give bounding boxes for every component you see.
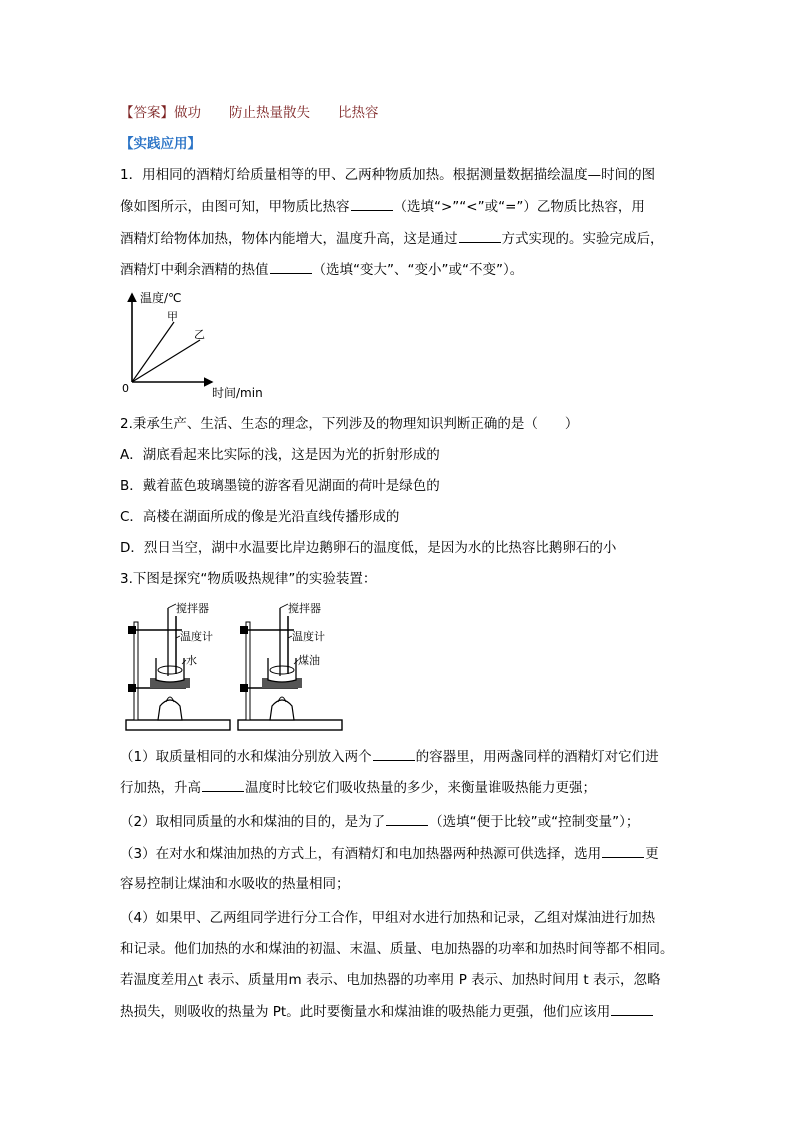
q3-part1-line1: （1）取质量相同的水和煤油分别放入两个 的容器里，用两盏同样的酒精灯对它们进 (120, 746, 659, 767)
q3-part4-line1: （4）如果甲、乙两组同学进行分工合作，甲组对水进行加热和记录，乙组对煤油进行加热 (120, 910, 656, 926)
q3-blank-4[interactable] (602, 843, 644, 858)
q3-blank-5[interactable] (611, 1001, 653, 1016)
answer-3: 比热容 (338, 105, 379, 121)
apparatus-kerosene (232, 598, 357, 734)
q3-part4-line3: 若温度差用△t 表示、质量用m 表示、电加热器的功率用 P 表示、加热时间用 t 表示，忽略 (120, 972, 661, 988)
q1-line-2: 像如图所示，由图可知，甲物质比热容 （选填“>”“<”或“=”）乙物质比热容，用 (120, 196, 645, 217)
q2-option-b: B．戴着蓝色玻璃墨镜的游客看见湖面的荷叶是绿色的 (120, 478, 440, 494)
q3-part4-line2: 和记录。他们加热的水和煤油的初温、末温、质量、电加热器的功率和加热时间等都不相同。 (120, 941, 674, 957)
q2-stem: 2.秉承生产、生活、生态的理念，下列涉及的物理知识判断正确的是（ ） (120, 416, 579, 432)
answer-1: 做功 (174, 105, 201, 121)
line-yi-label: 乙 (194, 328, 205, 341)
line-yi (132, 340, 200, 382)
section-heading: 【实践应用】 (120, 136, 201, 152)
origin-label: 0 (122, 382, 129, 395)
q2-option-d: D．烈日当空，湖中水温要比岸边鹅卵石的温度低，是因为水的比热容比鹅卵石的小 (120, 540, 617, 556)
q3-part2: （2）取相同质量的水和煤油的目的，是为了 （选填“便于比较”或“控制变量”）； (120, 811, 639, 832)
q2-option-a: A．湖底看起来比实际的浅，这是因为光的折射形成的 (120, 447, 440, 463)
line-jia-label: 甲 (167, 310, 178, 323)
q3-part1-line2: 行加热，升高 温度时比较它们吸收热量的多少，来衡量谁吸热能力更强； (120, 777, 596, 798)
q1-line-3: 酒精灯给物体加热，物体内能增大，温度升高，这是通过 方式实现的。实验完成后， (120, 228, 664, 249)
y-axis-label: 温度/℃ (140, 291, 182, 305)
label-thermometer-right: 温度计 (292, 630, 325, 643)
q2-option-c: C．高楼在湖面所成的像是光沿直线传播形成的 (120, 509, 400, 525)
label-water: 水 (186, 654, 197, 667)
q3-part3-line1: （3）在对水和煤油加热的方式上，有酒精灯和电加热器两种热源可供选择，选用 更 (120, 843, 659, 864)
answer-line (120, 103, 379, 123)
temperature-time-graph (112, 288, 272, 400)
q1-blank-2[interactable] (459, 228, 501, 243)
answer-prefix: 【答案】 (120, 105, 174, 121)
q3-part3-line2: 容易控制让煤油和水吸收的热量相同； (120, 876, 350, 892)
q1-blank-3[interactable] (270, 259, 312, 274)
label-stirrer-left: 搅拌器 (176, 602, 209, 615)
q3-blank-2[interactable] (202, 777, 244, 792)
x-axis-label: 时间/min (212, 386, 263, 400)
q3-stem: 3.下图是探究“物质吸热规律”的实验装置： (120, 571, 377, 587)
q3-part4-line4: 热损失，则吸收的热量为 Pt。此时要衡量水和煤油谁的吸热能力更强，他们应该用 (120, 1001, 654, 1022)
q1-blank-1[interactable] (351, 196, 393, 211)
label-thermometer-left: 温度计 (180, 630, 213, 643)
apparatus-water (120, 598, 235, 734)
q1-line-1: 1．用相同的酒精灯给质量相等的甲、乙两种物质加热。根据测量数据描绘温度—时间的图 (120, 167, 656, 183)
q1-line-4: 酒精灯中剩余酒精的热值 （选填“变大”、“变小”或“不变”）。 (120, 259, 523, 280)
q3-blank-3[interactable] (386, 811, 428, 826)
line-jia (132, 322, 174, 382)
answer-2: 防止热量散失 (229, 105, 310, 121)
label-kerosene: 煤油 (298, 654, 320, 667)
q3-blank-1[interactable] (373, 746, 415, 761)
label-stirrer-right: 搅拌器 (288, 602, 321, 615)
